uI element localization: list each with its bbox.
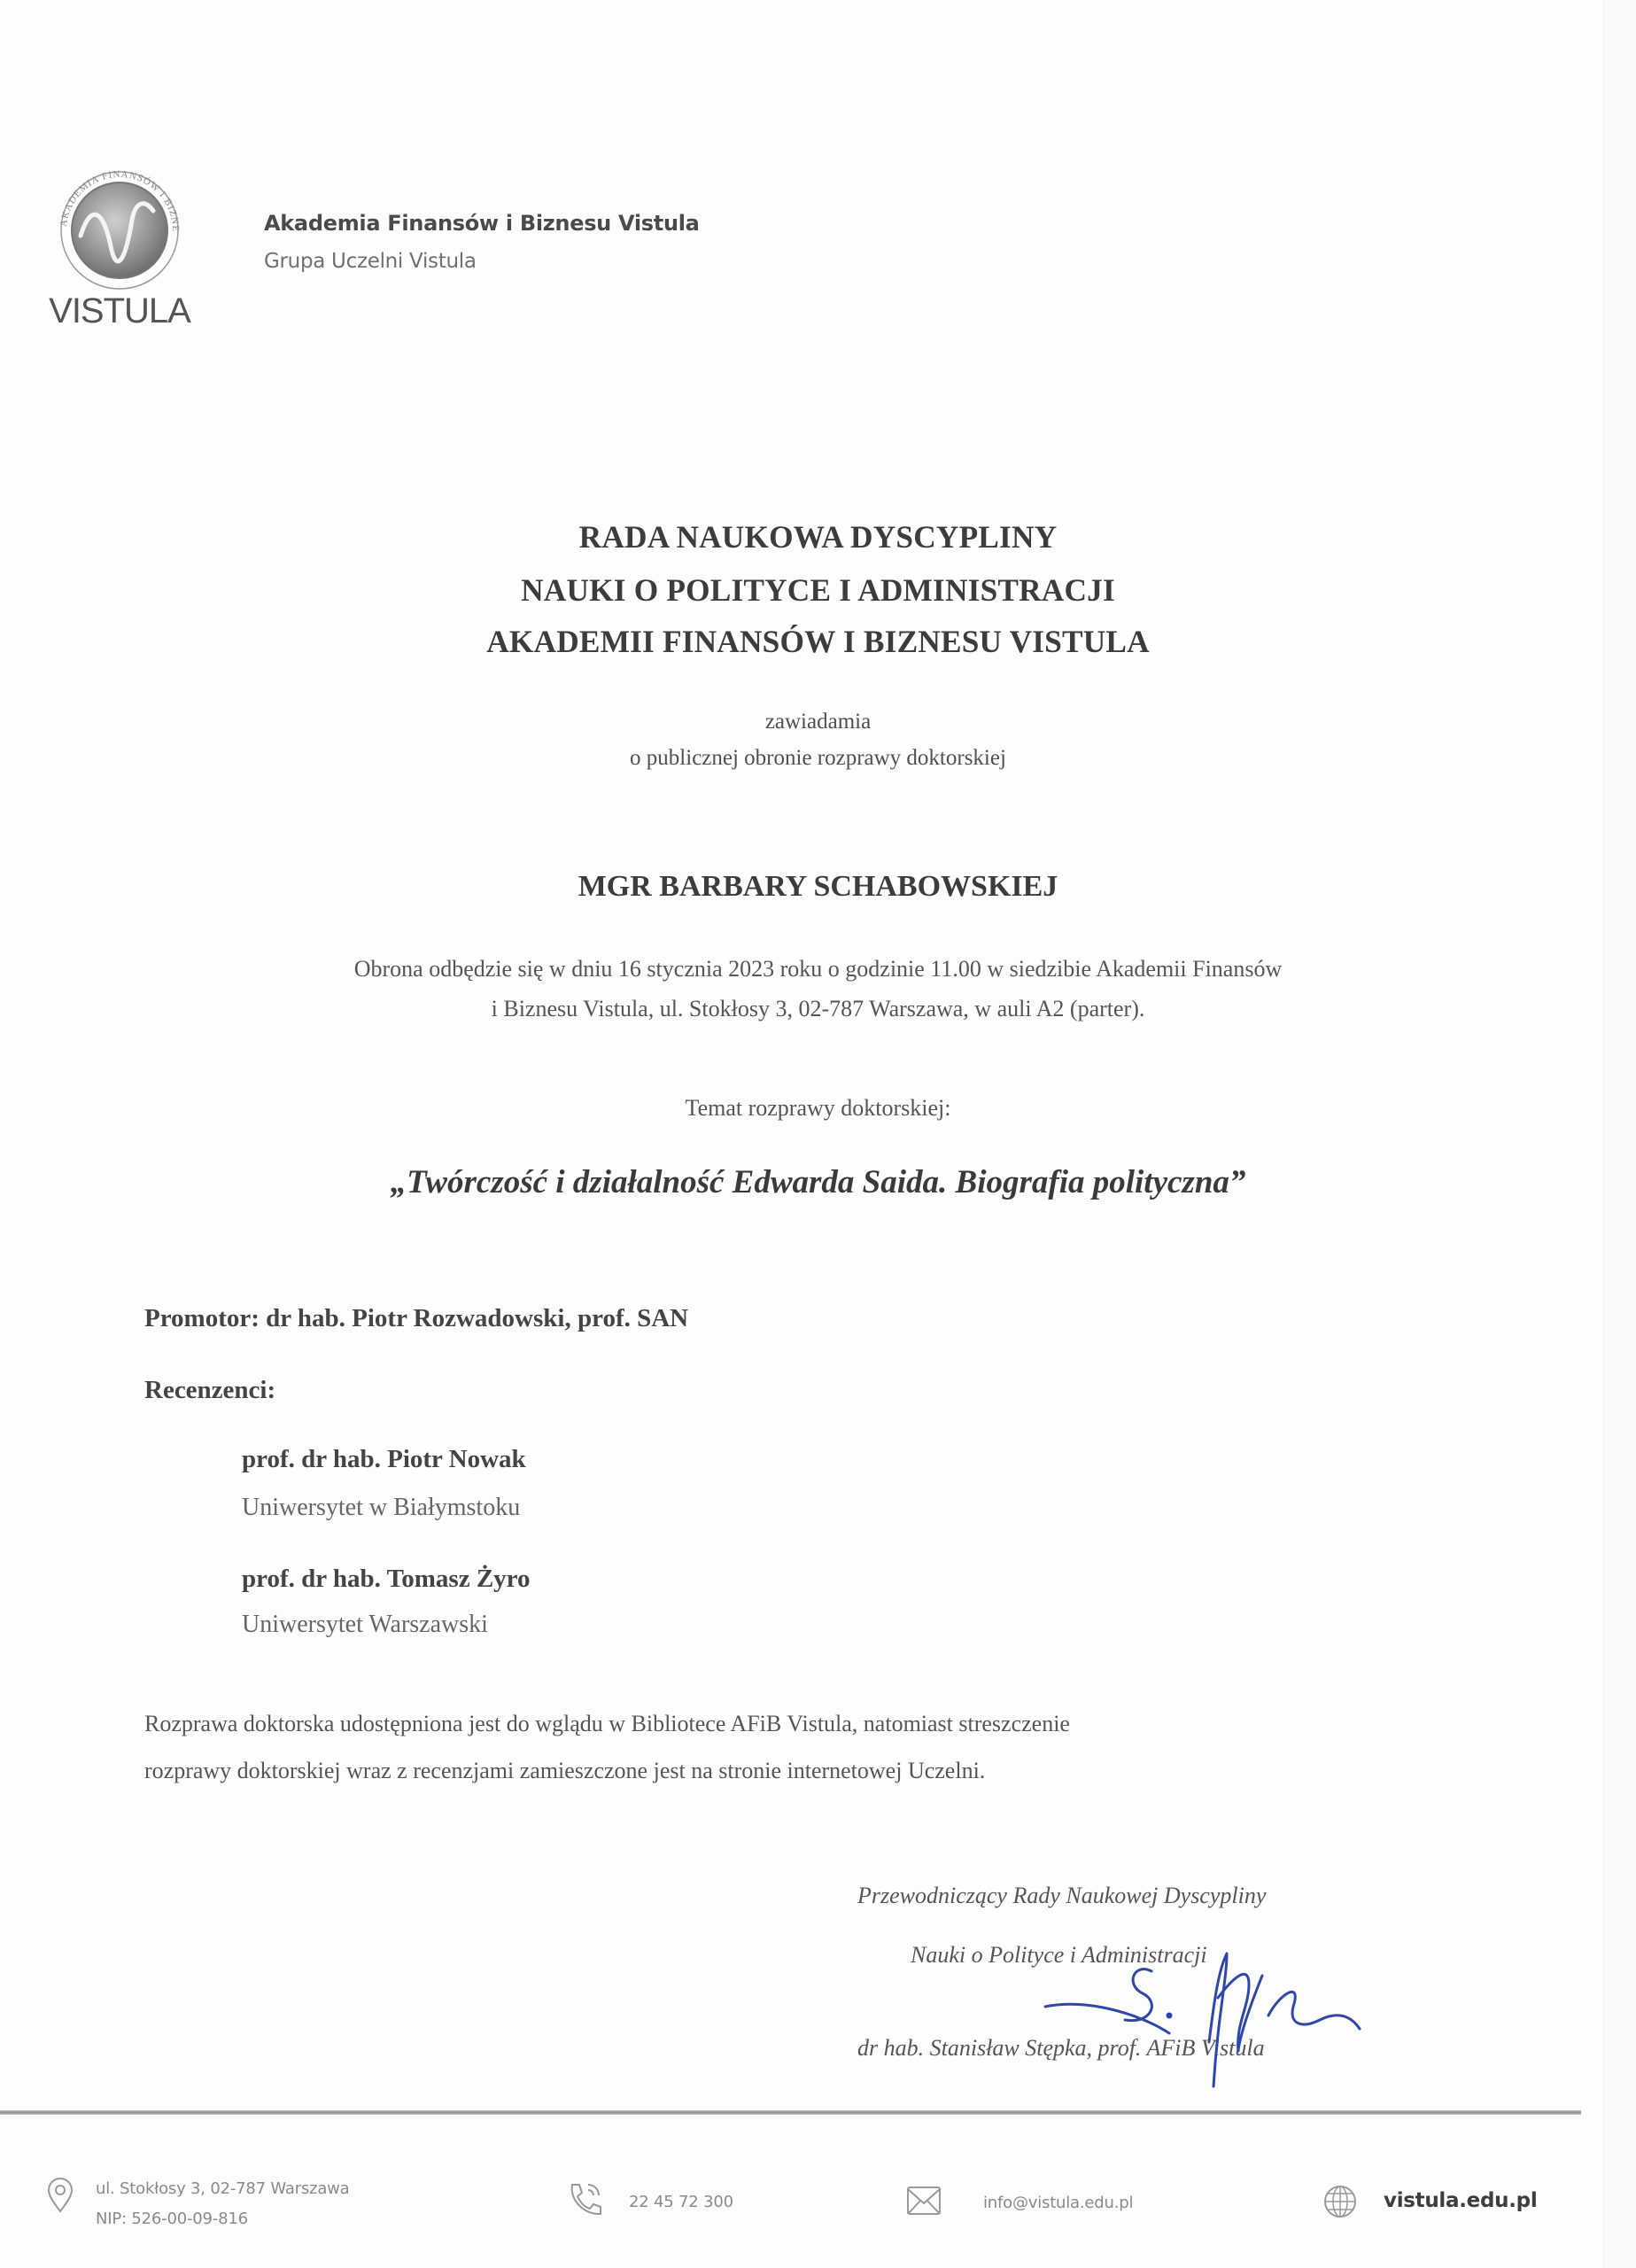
reviewer-university: Uniwersytet Warszawski	[242, 1611, 488, 1638]
signatory-name: dr hab. Stanisław Stępka, prof. AFiB Vistula	[857, 2035, 1265, 2061]
promotor: Promotor: dr hab. Piotr Rozwadowski, prof. SAN	[144, 1304, 689, 1332]
footer-email[interactable]: info@vistula.edu.pl	[983, 2194, 1134, 2212]
footer-website[interactable]: vistula.edu.pl	[1384, 2189, 1538, 2212]
location-pin-icon	[47, 2178, 74, 2213]
footer-address: ul. Stokłosy 3, 02-787 Warszawa	[96, 2179, 350, 2198]
note-line-1: Rozprawa doktorska udostępniona jest do wglądu w Bibliotece AFiB Vistula, natomiast streszczenie	[144, 1711, 1070, 1736]
envelope-icon	[906, 2186, 942, 2216]
defense-info-line-1: Obrona odbędzie się w dniu 16 stycznia 2023 roku o godzinie 11.00 w siedzibie Akademii Finansów	[353, 956, 1283, 982]
institution-name: Akademia Finansów i Biznesu Vistula	[264, 211, 700, 236]
footer-nip: NIP: 526-00-09-816	[96, 2210, 248, 2228]
signature-title-2: Nauki o Polityce i Administracji	[911, 1942, 1207, 1968]
announce-sub: o publicznej obronie rozprawy doktorskiej	[630, 746, 1006, 770]
footer-phone[interactable]: 22 45 72 300	[629, 2193, 733, 2211]
footer-divider	[0, 2110, 1581, 2115]
candidate-name: MGR BARBARY SCHABOWSKIEJ	[578, 870, 1058, 903]
topic-label: Temat rozprawy doktorskiej:	[685, 1095, 951, 1121]
announce: zawiadamia	[764, 710, 872, 734]
signature-title-1: Przewodniczący Rady Naukowej Dyscypliny	[857, 1883, 1267, 1908]
group-name: Grupa Uczelni Vistula	[264, 250, 477, 273]
phone-icon	[565, 2179, 604, 2218]
svg-text:VISTULA: VISTULA	[49, 291, 190, 330]
svg-text:AKADEMIA FINANSÓW I BIZNESU: AKADEMIA FINANSÓW I BIZNE	[58, 168, 182, 233]
page-edge-shadow	[1603, 0, 1636, 2268]
reviewer-name: prof. dr hab. Piotr Nowak	[242, 1445, 526, 1473]
reviewer-university: Uniwersytet w Białymstoku	[242, 1494, 521, 1521]
defense-info-line-2: i Biznesu Vistula, ul. Stokłosy 3, 02-787 Warszawa, w auli A2 (parter).	[491, 996, 1145, 1021]
title-line-2: NAUKI O POLITYCE I ADMINISTRACJI	[521, 572, 1115, 608]
reviewers-label: Recenzenci:	[144, 1376, 276, 1404]
title-line-3: AKADEMII FINANSÓW I BIZNESU VISTULA	[486, 624, 1150, 659]
handwritten-signature	[1036, 1945, 1426, 2095]
reviewer-name: prof. dr hab. Tomasz Żyro	[242, 1565, 531, 1593]
note-line-2: rozprawy doktorskiej wraz z recenzjami zamieszczone jest na stronie internetowej Uczelni.	[144, 1758, 986, 1783]
dissertation-title: „Twórczość i działalność Edwarda Saida. Biografia polityczna”	[390, 1164, 1246, 1200]
globe-icon	[1322, 2184, 1358, 2219]
title-line-1: RADA NAUKOWA DYSCYPLINY	[578, 519, 1058, 555]
vistula-logo	[40, 158, 199, 330]
